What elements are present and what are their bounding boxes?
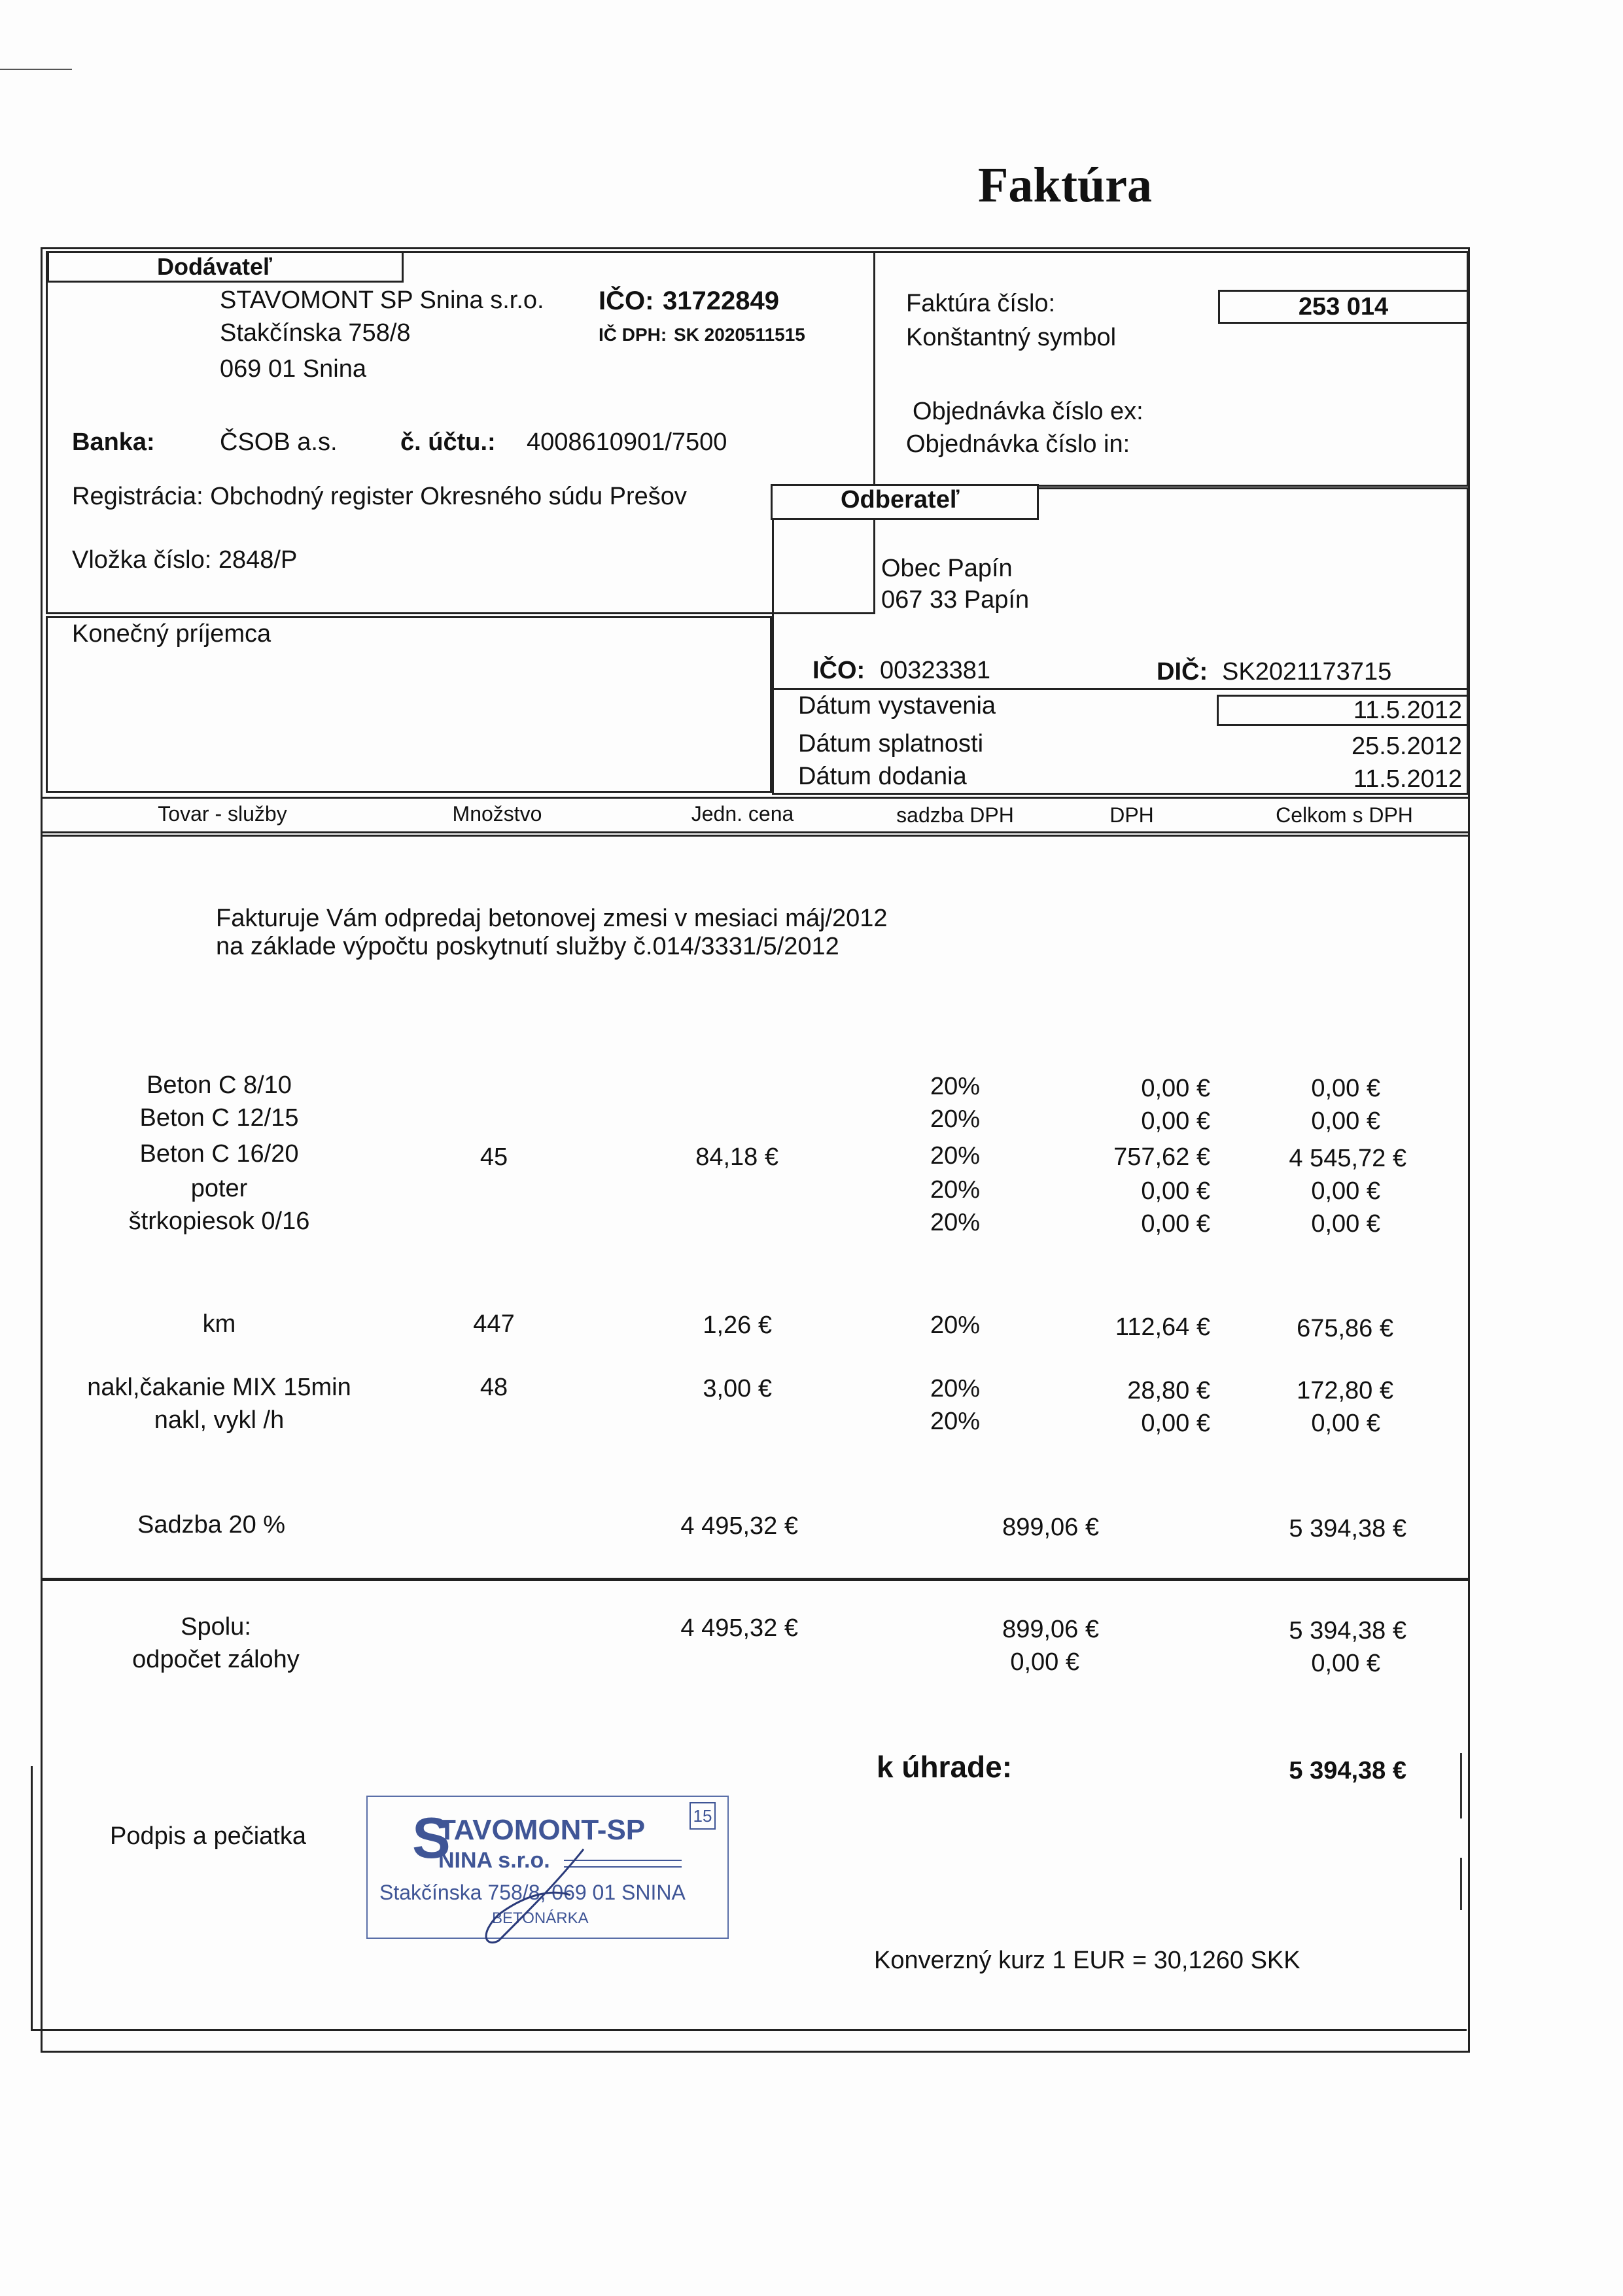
amount-due-label: k úhrade: [877,1750,1013,1784]
item-total: 0,00 € [1311,1177,1380,1205]
col-vat: DPH [1109,803,1154,827]
item-vat-rate: 20% [930,1142,981,1170]
col-total: Celkom s DPH [1276,803,1413,827]
company-stamp [366,1796,729,1939]
sum-vat: 899,06 € [1002,1616,1099,1643]
items-frame [41,835,1470,2053]
item-unit-price: 84,18 € [695,1143,778,1171]
col-quantity: Množstvo [452,802,542,826]
bank-name: ČSOB a.s. [220,428,338,456]
item-vat: 0,00 € [1141,1410,1210,1437]
order-in-label: Objednávka číslo in: [906,430,1130,458]
item-vat: 0,00 € [1141,1075,1210,1102]
totals-divider [41,1578,1470,1581]
item-vat: 0,00 € [1141,1177,1210,1205]
item-quantity: 447 [473,1310,515,1338]
stamp-company-city: NINA s.r.o. [438,1848,550,1873]
item-name: nakl,čakanie MIX 15min [87,1374,351,1401]
item-quantity: 48 [480,1374,508,1401]
supplier-ico-label: IČO: [599,287,654,315]
col-vat-rate: sadzba DPH [896,803,1014,827]
item-vat: 757,62 € [1113,1143,1210,1171]
item-total: 0,00 € [1311,1210,1380,1238]
intro-line-2: na základe výpočtu poskytnutí služby č.014/3331/5/2012 [216,933,839,960]
constant-symbol-label: Konštantný symbol [906,324,1117,351]
stamp-division: BETONÁRKA [492,1909,589,1927]
order-ex-label: Objednávka číslo ex: [913,398,1143,425]
supplier-city: 069 01 Snina [220,355,366,383]
col-unit-price: Jedn. cena [691,802,794,826]
col-goods: Tovar - služby [158,802,287,826]
item-name: poter [190,1175,248,1202]
rate-summary-vat: 899,06 € [1002,1514,1099,1541]
item-vat: 0,00 € [1141,1210,1210,1238]
sum-label: Spolu: [181,1613,251,1641]
item-quantity: 45 [480,1143,508,1171]
conversion-rate: Konverzný kurz 1 EUR = 30,1260 SKK [874,1947,1300,1974]
date-delivery-label: Dátum dodania [798,763,967,790]
item-total: 0,00 € [1311,1075,1380,1102]
advance-vat: 0,00 € [1010,1648,1079,1676]
invoice-number: 253 014 [1298,293,1389,321]
item-unit-price: 1,26 € [703,1312,772,1339]
scan-mark [0,69,72,70]
item-vat-rate: 20% [930,1176,981,1204]
item-vat: 0,00 € [1141,1107,1210,1135]
item-unit-price: 3,00 € [703,1375,772,1402]
customer-heading: Odberateľ [841,486,960,513]
stamp-address: Stakčínska 758/8, 069 01 SNINA [379,1881,686,1904]
item-vat: 112,64 € [1115,1313,1210,1341]
scan-edge-2 [1460,1858,1462,1910]
item-total: 675,86 € [1297,1315,1393,1342]
date-issued-label: Dátum vystavenia [798,692,996,720]
supplier-icdph: SK 2020511515 [674,324,805,345]
sum-total: 5 394,38 € [1289,1617,1406,1644]
item-total: 172,80 € [1297,1377,1393,1404]
scan-edge [1460,1753,1462,1818]
intro-line-1: Fakturuje Vám odpredaj betonovej zmesi v mesiaci máj/2012 [216,905,888,932]
date-due: 25.5.2012 [1351,733,1462,760]
rate-summary-label: Sadzba 20 % [137,1511,286,1539]
insert-number: Vložka číslo: 2848/P [72,546,298,574]
signature-label: Podpis a pečiatka [110,1822,306,1850]
item-vat-rate: 20% [930,1073,981,1100]
item-name: Beton C 16/20 [139,1140,299,1168]
item-name: km [202,1310,236,1338]
advance-total: 0,00 € [1311,1650,1380,1677]
item-name: nakl, vykl /h [154,1406,285,1434]
rate-summary-base: 4 495,32 € [680,1512,798,1540]
item-vat-rate: 20% [930,1105,981,1133]
account-label: č. účtu.: [400,428,496,456]
stamp-logo-letter: S [412,1805,451,1870]
date-due-label: Dátum splatnosti [798,730,984,757]
sum-base: 4 495,32 € [680,1614,798,1642]
supplier-ico: 31722849 [663,287,779,315]
customer-dic-label: DIČ: [1157,658,1208,686]
customer-name: Obec Papín [881,555,1013,582]
item-vat-rate: 20% [930,1209,981,1236]
item-vat-rate: 20% [930,1375,981,1402]
date-delivery: 11.5.2012 [1353,765,1462,793]
signature-scribble [472,1843,616,1947]
page-title: Faktúra [978,158,1152,213]
supplier-icdph-label: IČ DPH: [599,324,667,345]
rate-summary-total: 5 394,38 € [1289,1515,1406,1542]
supplier-street: Stakčínska 758/8 [220,319,411,347]
invoice-number-label: Faktúra číslo: [906,290,1056,317]
supplier-name: STAVOMONT SP Snina s.r.o. [220,287,544,314]
customer-ico: 00323381 [880,657,991,684]
item-vat: 28,80 € [1127,1377,1210,1404]
final-recipient-label: Konečný príjemca [72,620,271,648]
advance-label: odpočet zálohy [132,1646,300,1673]
item-name: Beton C 8/10 [147,1071,292,1099]
supplier-heading: Dodávateľ [157,253,272,280]
item-vat-rate: 20% [930,1312,981,1339]
item-vat-rate: 20% [930,1408,981,1435]
item-total: 0,00 € [1311,1107,1380,1135]
account-number: 4008610901/7500 [527,428,727,456]
customer-dic: SK2021173715 [1222,658,1392,686]
date-issued: 11.5.2012 [1353,697,1462,724]
stamp-number: 15 [689,1802,716,1830]
item-total: 0,00 € [1311,1410,1380,1437]
amount-due: 5 394,38 € [1289,1757,1406,1784]
customer-ico-label: IČO: [812,657,865,684]
bank-label: Banka: [72,428,155,456]
stamp-company-name: TAVOMONT-SP [438,1814,646,1846]
customer-city: 067 33 Papín [881,586,1030,614]
item-total: 4 545,72 € [1289,1145,1406,1172]
item-name: štrkopiesok 0/16 [128,1208,310,1235]
item-name: Beton C 12/15 [139,1104,299,1132]
registration: Registrácia: Obchodný register Okresného súdu Prešov [72,483,687,510]
